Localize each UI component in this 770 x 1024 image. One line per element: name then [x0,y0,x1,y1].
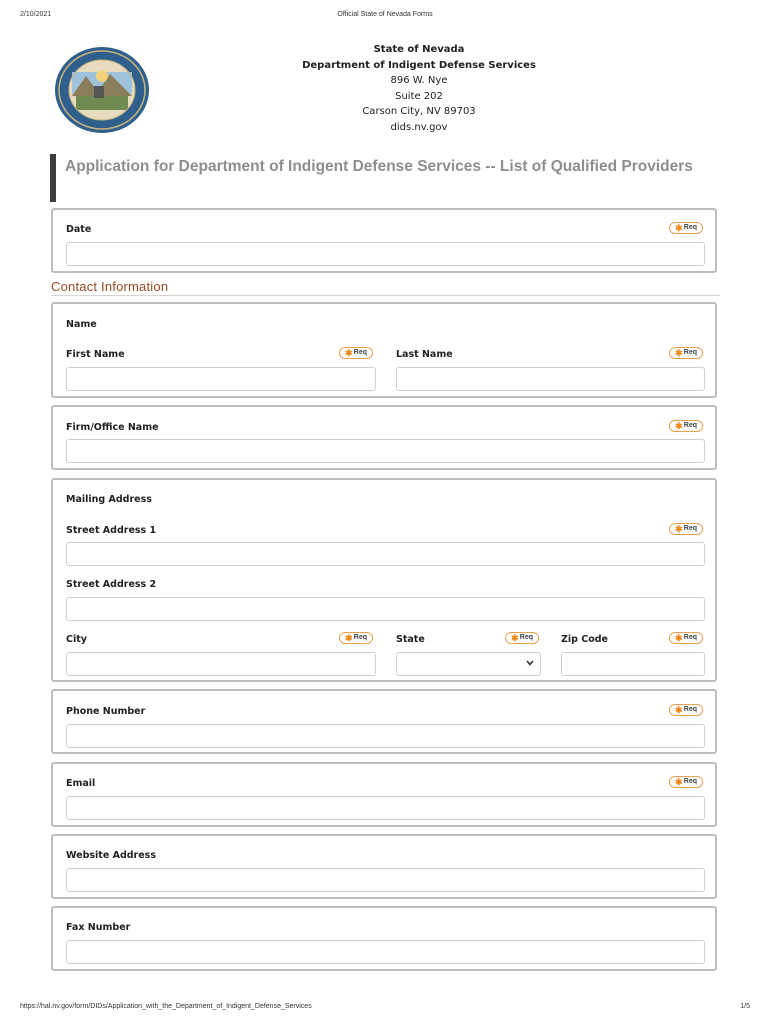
firm-card [51,405,717,470]
agency-street: 896 W. Nye [390,75,448,86]
print-title: Official State of Nevada Forms [337,11,433,18]
email-card [51,762,717,827]
required-badge: ✱ Req [669,420,703,432]
street2-label: Street Address 2 [66,579,157,590]
phone-card [51,689,717,754]
form-title-block [50,154,720,202]
mailing-group-label: Mailing Address [66,494,152,505]
last-name-input[interactable] [396,367,705,391]
nevada-state-seal-icon [54,46,150,134]
asterisk-icon: ✱ [675,777,683,787]
firm-label: Firm/Office Name [66,422,159,433]
street1-label: Street Address 1 [66,525,157,536]
required-badge: ✱ Req [669,632,703,644]
website-label: Website Address [66,850,156,861]
name-card [51,302,717,398]
last-name-label: Last Name [396,349,453,360]
form-title: Application for Department of Indigent Defense Services -- List of Qualified Providers [65,158,693,175]
zip-label: Zip Code [561,634,608,645]
agency-state: State of Nevada [373,44,465,55]
agency-website: dids.nv.gov [390,121,448,133]
required-badge: ✱ Req [505,632,539,644]
fax-card [51,906,717,971]
website-card [51,834,717,899]
phone-input[interactable] [66,724,705,748]
fax-label: Fax Number [66,922,131,933]
phone-label: Phone Number [66,706,146,717]
date-label: Date [66,224,92,235]
state-select[interactable] [396,652,541,676]
street2-input[interactable] [66,597,705,621]
firm-input[interactable] [66,439,705,463]
required-badge: ✱ Req [669,523,703,535]
asterisk-icon: ✱ [675,633,683,643]
asterisk-icon: ✱ [675,223,683,233]
contact-section-header [51,279,720,294]
required-badge: ✱ Req [669,704,703,716]
first-name-input[interactable] [66,367,376,391]
city-label: City [66,634,87,645]
street1-input[interactable] [66,542,705,566]
required-badge: ✱ Req [669,776,703,788]
zip-input[interactable] [561,652,705,676]
asterisk-icon: ✱ [675,421,683,431]
required-badge: ✱ Req [339,632,373,644]
first-name-label: First Name [66,349,125,360]
state-label: State [396,634,425,645]
print-url: https://hal.nv.gov/form/DIDs/Application_with_the_Department_of_Indigent_Defense_Services [20,1003,312,1010]
chevron-down-icon [525,658,535,668]
date-input[interactable] [66,242,705,266]
mailing-address-card [51,478,717,682]
required-badge: ✱ Req [669,347,703,359]
agency-city: Carson City, NV 89703 [362,106,476,117]
asterisk-icon: ✱ [675,348,683,358]
agency-block [260,42,578,135]
asterisk-icon: ✱ [345,633,353,643]
asterisk-icon: ✱ [675,524,683,534]
email-input[interactable] [66,796,705,820]
website-input[interactable] [66,868,705,892]
asterisk-icon: ✱ [511,633,519,643]
asterisk-icon: ✱ [675,705,683,715]
required-badge: ✱ Req [339,347,373,359]
city-input[interactable] [66,652,376,676]
asterisk-icon: ✱ [345,348,353,358]
section-divider [51,295,720,296]
date-card [51,208,717,273]
title-accent-bar [50,154,56,202]
print-page-number: 1/5 [740,1003,750,1010]
section-title: Contact Information [51,279,169,294]
print-date: 2/10/2021 [20,11,52,18]
email-label: Email [66,778,96,789]
required-badge: ✱ Req [669,222,703,234]
agency-suite: Suite 202 [395,90,443,102]
name-group-label: Name [66,319,97,330]
fax-input[interactable] [66,940,705,964]
agency-department: Department of Indigent Defense Services [302,59,536,71]
